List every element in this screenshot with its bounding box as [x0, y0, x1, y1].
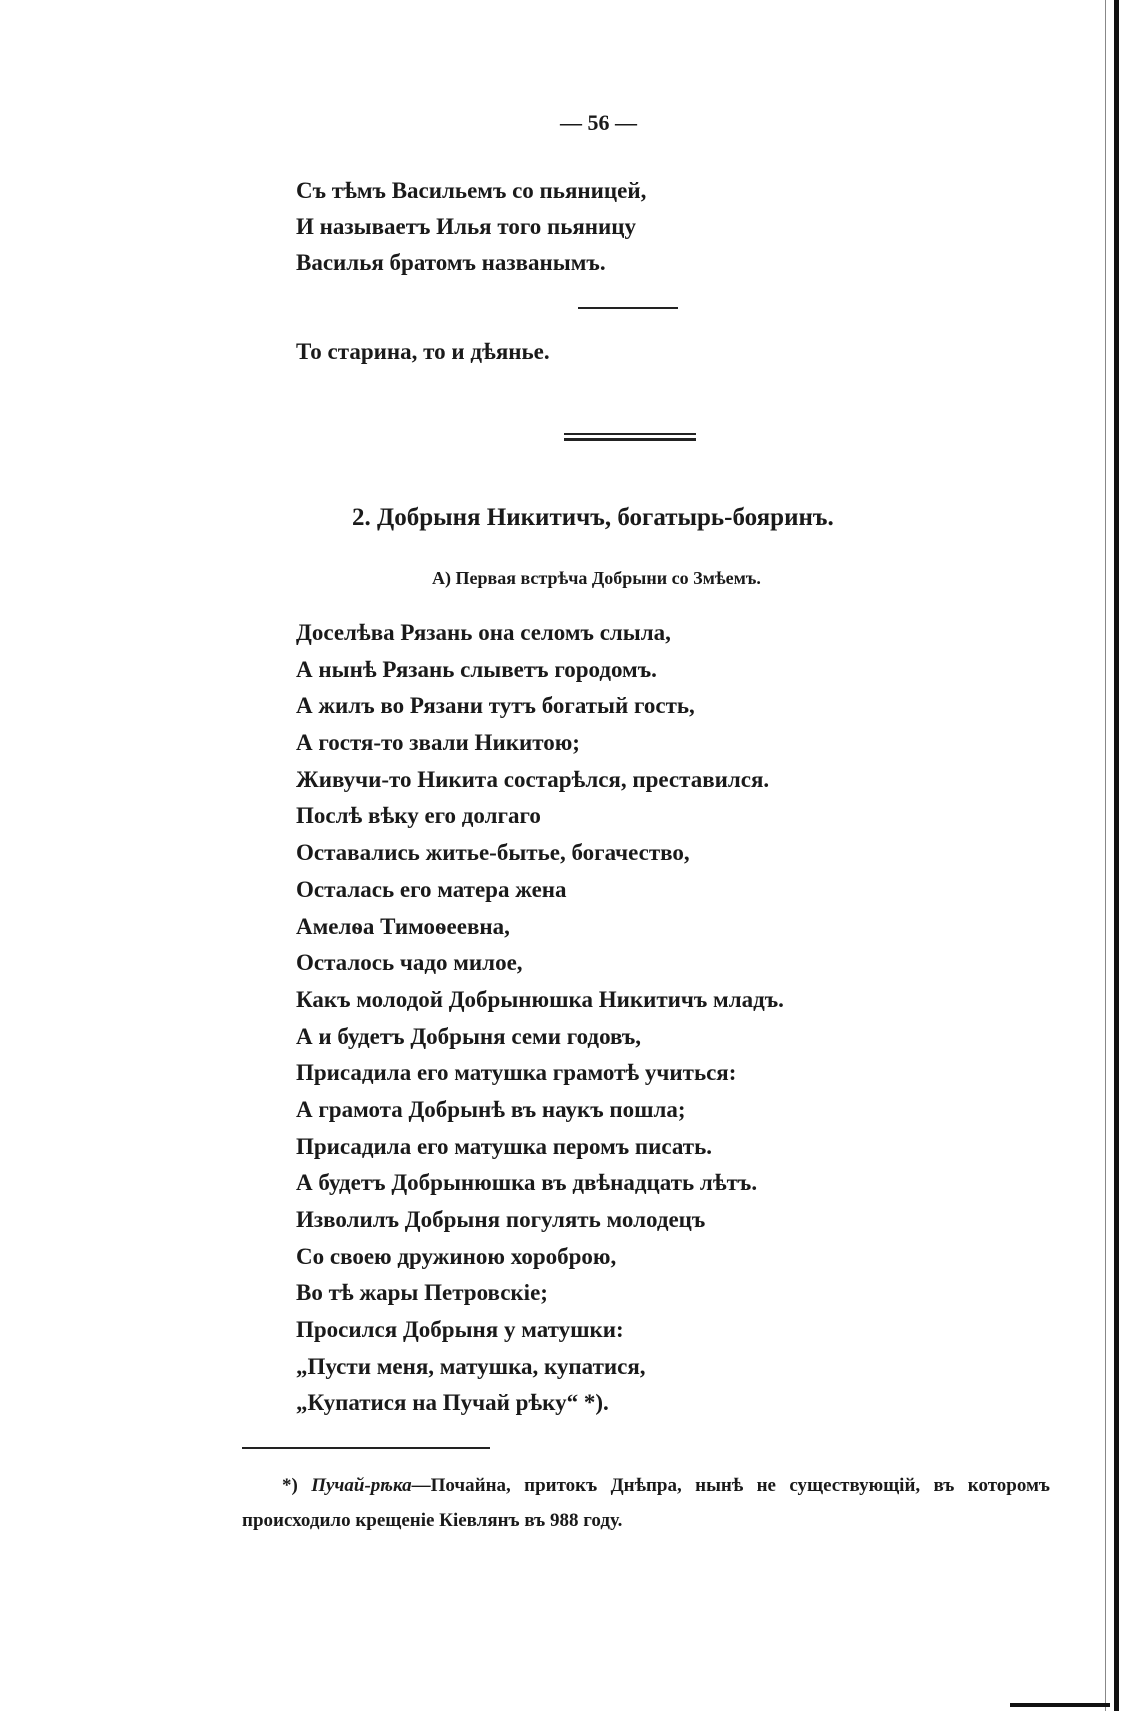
verse-line: Доселѣва Рязань она селомъ слыла,	[296, 620, 671, 645]
footnote-marker: *)	[282, 1475, 298, 1496]
section-title: 2. Добрыня Никитичъ, богатырь-бояринъ.	[352, 504, 834, 531]
double-separator-rule	[564, 433, 696, 441]
section-subtitle: А) Первая встрѣча Добрыни со Змѣемъ.	[432, 568, 761, 588]
verse-line: Осталось чадо милое,	[296, 950, 523, 976]
verse-line: А нынѣ Рязань слыветъ городомъ.	[296, 656, 657, 682]
verse-line: Просился Добрыня у матушки:	[296, 1317, 624, 1343]
verse-line: А грамота Добрынѣ въ наукъ пошла;	[296, 1096, 686, 1122]
verse-line: Василья братомъ названымъ.	[296, 250, 606, 275]
verse-line: Оставались житье-бытье, богачество,	[296, 840, 690, 866]
closing-line: То старина, то и дѣянье.	[296, 339, 550, 364]
verse-line: „Пусти меня, матушка, купатися,	[296, 1353, 646, 1379]
separator-rule	[578, 307, 678, 309]
verse-line: А и будетъ Добрыня семи годовъ,	[296, 1023, 641, 1049]
footnote-text: —Почайна, притокъ Днѣпра, нынѣ не существующій, въ которомъ происходило крещеніе Кіевлянъ въ 988 году.	[242, 1475, 1050, 1531]
footnote-rule	[242, 1447, 490, 1449]
verse-line: И называетъ Илья того пьяницу	[296, 214, 637, 239]
verse-line: Присадила его матушка грамотѣ учиться:	[296, 1060, 737, 1086]
bottom-edge-mark	[1010, 1703, 1110, 1707]
footnote-term: Пучай-рѣка	[311, 1475, 412, 1496]
verse-line: Во тѣ жары Петровскіе;	[296, 1280, 548, 1306]
verse-line: Живучи-то Никита состарѣлся, преставился.	[296, 766, 770, 792]
footnote	[242, 1468, 1050, 1538]
verse-main	[296, 615, 784, 1422]
verse-line: Какъ молодой Добрынюшка Никитичъ младъ.	[296, 986, 784, 1012]
verse-line: Амелѳа Тимоѳеевна,	[296, 913, 510, 939]
verse-line: А жилъ во Рязани тутъ богатый гость,	[296, 693, 695, 719]
verse-line: Изволилъ Добрыня погулять молодецъ	[296, 1207, 706, 1232]
verse-line: Съ тѣмъ Васильемъ со пьяницей,	[296, 178, 647, 203]
page-binding-edge	[1114, 0, 1119, 1711]
verse-line: Осталась его матера жена	[296, 876, 567, 902]
verse-line: Присадила его матушка перомъ писать.	[296, 1133, 713, 1159]
verse-line: Со своею дружиною хороброю,	[296, 1243, 617, 1269]
verse-line: „Купатися на Пучай рѣку“ *).	[296, 1390, 609, 1416]
verse-line: Послѣ вѣку его долгаго	[296, 803, 541, 829]
page-number: — 56 —	[560, 110, 637, 135]
verse-line: А будетъ Добрынюшка въ двѣнадцать лѣтъ.	[296, 1170, 758, 1196]
verse-top	[296, 173, 646, 281]
page-edge-line	[1105, 0, 1106, 1711]
verse-line: А гостя-то звали Никитою;	[296, 730, 580, 756]
